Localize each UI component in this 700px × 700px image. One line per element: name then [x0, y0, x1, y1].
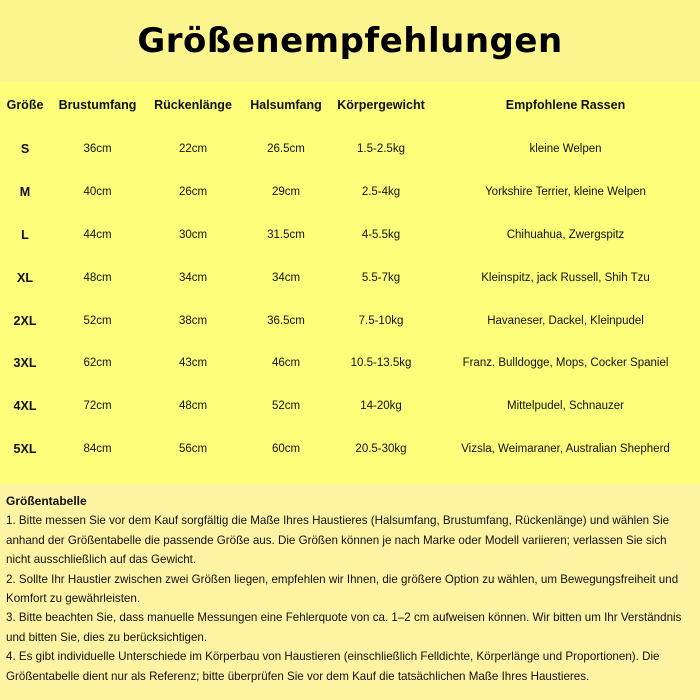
neck-cell: 31.5cm — [267, 228, 305, 241]
back-cell: 48cm — [178, 400, 208, 413]
weight-cell: 1.5-2.5kg — [357, 143, 405, 156]
table-row — [0, 256, 700, 299]
table-row — [0, 428, 700, 471]
back-cell: 30cm — [178, 228, 208, 241]
note-item: 4. Es gibt individuelle Unterschiede im Körperbau von Haustieren (einschließlich Felldichte, Körperlänge und Proportionen). Die Größentabelle dient nur als Referenz; bitte überprüfen Sie vor dem Kauf die tatsächlichen Maße Ihres Haustieres. — [6, 650, 660, 683]
back-cell: 43cm — [178, 357, 208, 370]
chest-cell: 36cm — [83, 143, 112, 156]
weight-cell: 14-20kg — [360, 400, 402, 413]
neck-cell: 36.5cm — [267, 314, 305, 327]
back-cell: 26cm — [178, 186, 208, 199]
size-cell: 4XL — [13, 399, 37, 414]
size-cell: S — [20, 142, 30, 157]
note-item: 3. Bitte beachten Sie, dass manuelle Messungen eine Fehlerquote von ca. 1–2 cm aufweisen können. Wir bitten um Ihr Verständnis und bitten Sie, dies zu berücksichtigen. — [6, 611, 682, 644]
size-table — [0, 82, 700, 470]
notes-heading: Größentabelle — [6, 494, 87, 508]
breeds-cell: Kleinspitz, jack Russell, Shih Tzu — [481, 271, 650, 284]
size-cell: 3XL — [13, 356, 37, 371]
header-chest: Brustumfang — [58, 98, 137, 112]
breeds-cell: Yorkshire Terrier, kleine Welpen — [485, 186, 646, 199]
size-cell: 5XL — [13, 441, 37, 456]
neck-cell: 29cm — [271, 186, 301, 199]
neck-cell: 34cm — [271, 271, 301, 284]
weight-cell: 4-5.5kg — [361, 228, 401, 241]
table-row — [0, 214, 700, 257]
note-item: 1. Bitte messen Sie vor dem Kauf sorgfältig die Maße Ihres Haustieres (Halsumfang, Brustumfang, Rückenlänge) und wählen Sie anhand der Größentabelle die passende Größe aus. Die Größen können je nach Marke oder Modell variieren; verlassen Sie sich nicht ausschließlich auf das Gewicht. — [6, 514, 670, 567]
weight-cell: 20.5-30kg — [355, 442, 407, 455]
table-row — [0, 299, 700, 342]
back-cell: 34cm — [178, 271, 208, 284]
weight-cell: 7.5-10kg — [358, 314, 404, 327]
chest-cell: 44cm — [83, 228, 112, 241]
header-back: Rückenlänge — [154, 98, 232, 112]
weight-cell: 10.5-13.5kg — [350, 357, 412, 370]
table-row — [0, 385, 700, 428]
chest-cell: 40cm — [83, 186, 112, 199]
neck-cell: 52cm — [271, 400, 301, 413]
header-neck: Halsumfang — [250, 98, 322, 112]
neck-cell: 60cm — [271, 442, 301, 455]
breeds-cell: Vizsla, Weimaraner, Australian Shepherd — [461, 442, 670, 455]
neck-cell: 46cm — [271, 357, 301, 370]
size-table-area — [0, 82, 700, 484]
breeds-cell: Chihuahua, Zwergspitz — [506, 228, 625, 241]
chest-cell: 84cm — [83, 442, 112, 455]
size-cell: L — [21, 227, 29, 242]
breeds-cell: Havaneser, Dackel, Kleinpudel — [487, 314, 644, 327]
header-breeds: Empfohlene Rassen — [505, 98, 626, 112]
page-title: Größenempfehlungen — [137, 21, 563, 61]
back-cell: 38cm — [178, 314, 208, 327]
weight-cell: 2.5-4kg — [361, 186, 401, 199]
chest-cell: 72cm — [83, 400, 112, 413]
chest-cell: 62cm — [83, 357, 112, 370]
title-band — [0, 0, 700, 82]
notes-section — [0, 484, 700, 700]
breeds-cell: Franz. Bulldogge, Mops, Cocker Spaniel — [462, 357, 669, 370]
header-size: Größe — [6, 98, 44, 112]
weight-cell: 5.5-7kg — [361, 271, 401, 284]
breeds-cell: Mittelpudel, Schnauzer — [507, 400, 624, 413]
neck-cell: 26.5cm — [267, 143, 305, 156]
header-weight: Körpergewicht — [337, 98, 425, 112]
size-cell: XL — [17, 270, 33, 285]
size-cell: 2XL — [13, 313, 37, 328]
table-header-row — [0, 82, 700, 128]
back-cell: 56cm — [178, 442, 208, 455]
table-row — [0, 128, 700, 171]
table-row — [0, 342, 700, 385]
back-cell: 22cm — [178, 143, 208, 156]
table-row — [0, 171, 700, 214]
chest-cell: 52cm — [83, 314, 112, 327]
size-cell: M — [19, 185, 31, 200]
breeds-cell: kleine Welpen — [529, 143, 602, 156]
chest-cell: 48cm — [83, 271, 112, 284]
note-item: 2. Sollte Ihr Haustier zwischen zwei Größen liegen, empfehlen wir Ihnen, die größere Option zu wählen, um Bewegungsfreiheit und Komfort zu gewährleisten. — [6, 572, 679, 606]
